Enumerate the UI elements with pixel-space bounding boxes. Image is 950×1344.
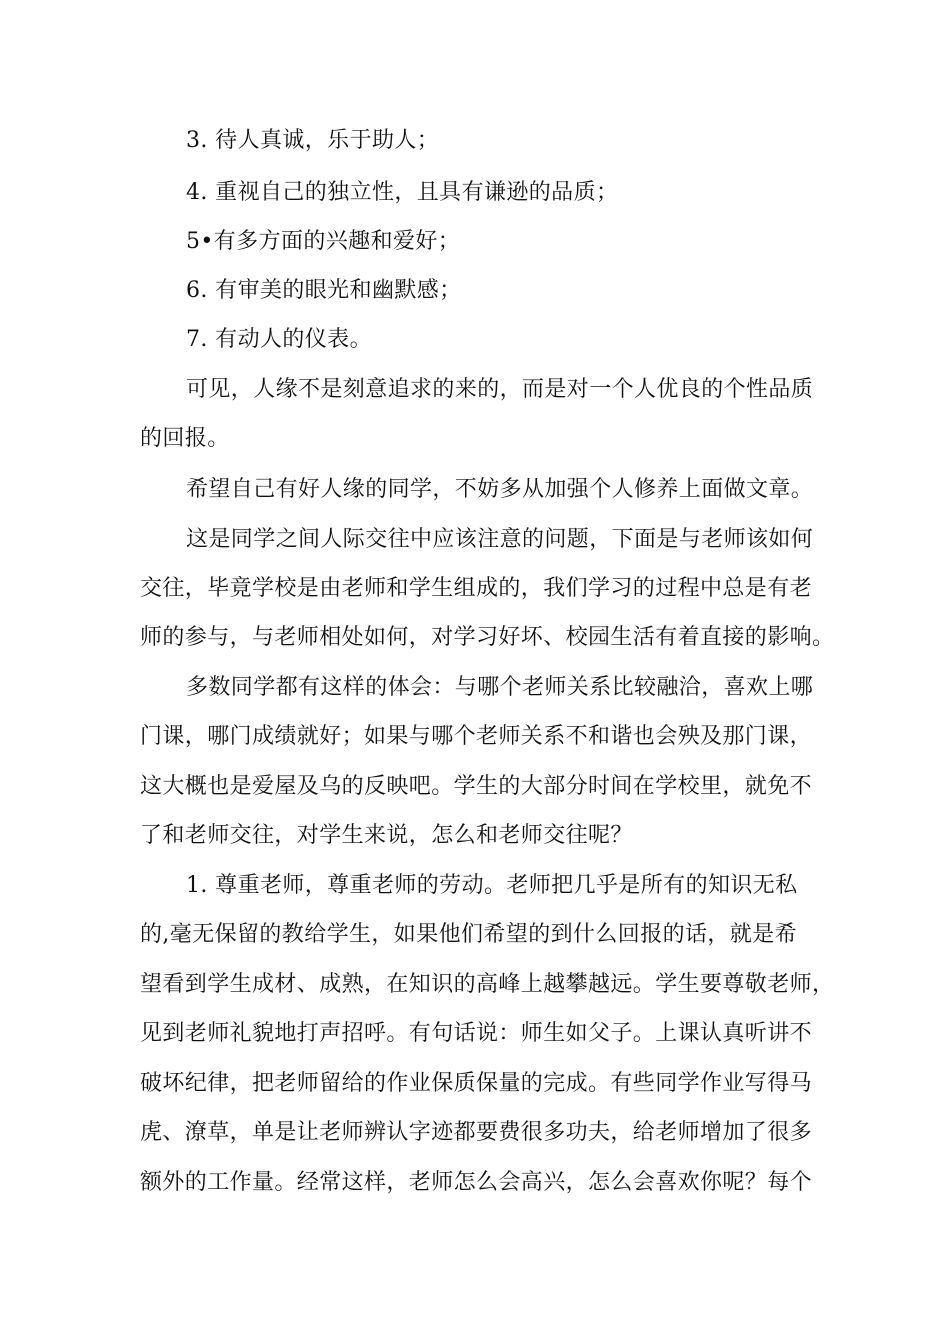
list-item-4: 4. 重视自己的独立性，且具有谦逊的品质； xyxy=(186,180,619,205)
paragraph-line: 可见，人缘不是刻意追求的来的，而是对一个人优良的个性品质 xyxy=(186,377,814,402)
paragraph-line: 这大概也是爱屋及乌的反映吧。学生的大部分时间在学校里，就免不 xyxy=(140,774,813,799)
list-item-3: 3. 待人真诚，乐于助人； xyxy=(186,128,440,153)
paragraph-line: 了和老师交往，对学生来说，怎么和老师交往呢？ xyxy=(140,823,633,848)
paragraph-line: 的,毫无保留的教给学生，如果他们希望的到什么回报的话，就是希 xyxy=(140,922,797,947)
paragraph-line: 这是同学之间人际交往中应该注意的问题，下面是与老师该如何 xyxy=(186,527,814,552)
list-item-5: 5•有多方面的兴趣和爱好； xyxy=(186,229,461,254)
paragraph-line: 希望自己有好人缘的同学，不妨多从加强个人修养上面做文章。 xyxy=(186,477,814,502)
list-item-7: 7. 有动人的仪表。 xyxy=(186,327,372,352)
paragraph-line: 多数同学都有这样的体会：与哪个老师关系比较融洽，喜欢上哪 xyxy=(186,675,814,700)
paragraph-line: 1. 尊重老师，尊重老师的劳动。老师把几乎是所有的知识无私 xyxy=(186,873,798,898)
paragraph-line: 破坏纪律，把老师留给的作业保质保量的完成。有些同学作业写得马 xyxy=(140,1071,813,1096)
paragraph-line: 额外的工作量。经常这样，老师怎么会高兴，怎么会喜欢你呢？每个 xyxy=(140,1170,813,1195)
paragraph-line: 门课，哪门成绩就好；如果与哪个老师关系不和谐也会殃及那门课， xyxy=(140,724,813,749)
list-item-6: 6. 有审美的眼光和幽默感； xyxy=(186,278,462,303)
paragraph-line: 交往，毕竟学校是由老师和学生组成的，我们学习的过程中总是有老 xyxy=(140,576,813,601)
paragraph-line: 见到老师礼貌地打声招呼。有句话说：师生如父子。上课认真听讲不 xyxy=(140,1021,813,1046)
paragraph-line: 虎、潦草，单是让老师辨认字迹都要费很多功夫，给老师增加了很多 xyxy=(140,1120,813,1145)
paragraph-line: 的回报。 xyxy=(140,426,230,451)
paragraph-line: 师的参与，与老师相处如何，对学习好坏、校园生活有着直接的影响。 xyxy=(140,625,835,650)
paragraph-line: 望看到学生成材、成熟，在知识的高峰上越攀越远。学生要尊敬老师， xyxy=(140,972,835,997)
